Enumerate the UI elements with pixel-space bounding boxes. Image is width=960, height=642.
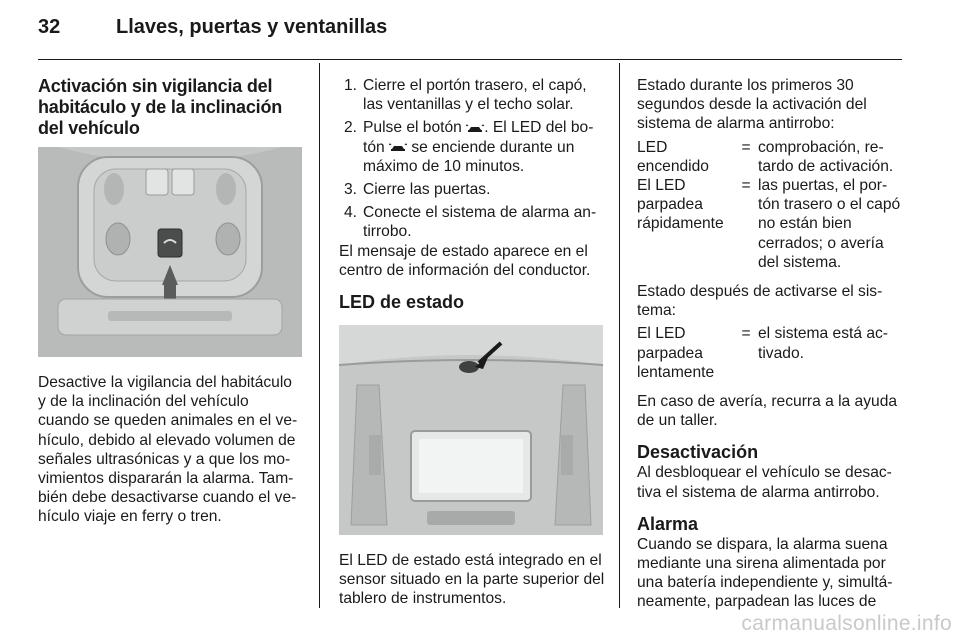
dashboard-illustration <box>339 325 603 535</box>
page-header <box>38 16 387 46</box>
status-equals: = <box>741 325 751 343</box>
step-text: Conecte el sistema de alarma an-tirrobo. <box>363 204 597 241</box>
status-table-first-30s <box>637 138 903 272</box>
step-text-a: Pulse el botón <box>363 119 462 137</box>
deactivation-heading: Desactivación <box>637 442 759 463</box>
alarm-heading: Alarma <box>637 513 699 534</box>
status-equals: = <box>741 138 751 156</box>
status-after-activation: Estado después de activarse el sis-tema: <box>637 283 883 320</box>
status-key: LED encendido <box>637 138 709 175</box>
status-key: El LED parpadea lentamente <box>637 325 715 381</box>
column-divider-2 <box>619 63 620 608</box>
page-number: 32 <box>38 16 61 38</box>
interior-monitoring-paragraph: Desactive la vigilancia del habitáculo y de la inclinación del vehículo cuando se queden animales en el ve-hículo, debido al elevado volumen de señales ultrasónicas y a que los mo-vimientos dispararán la alarma. Tam-bién debe desactivarse cuando el ve-hículo viaje en ferry o tren. <box>38 374 298 526</box>
step-number: 2. <box>343 119 357 137</box>
step-number: 3. <box>343 181 357 199</box>
fault-paragraph: En caso de avería, recurra a la ayuda de un taller. <box>637 393 898 430</box>
column-3 <box>637 76 903 612</box>
column-divider-1 <box>319 63 320 608</box>
step-text: Cierre el portón trasero, el capó, las ventanillas y el techo solar. <box>363 77 587 114</box>
section-heading-interior-monitoring: Activación sin vigilancia del habitáculo y de la inclinación del vehículo <box>38 76 283 138</box>
status-value: el sistema está ac-tivado. <box>758 325 888 362</box>
dashboard-drawing <box>339 325 603 535</box>
step-text-b: . El LED del bo-tón <box>363 119 594 156</box>
alarm-paragraph: Cuando se dispara, la alarma suena mediante una sirena alimentada por una batería independiente y, simultá-neamente, parpadean las luces de <box>637 535 893 611</box>
header-rule <box>38 59 902 60</box>
status-value: las puertas, el por-tón trasero o el capó no están bien cerrados; o avería del sistema. <box>758 177 901 271</box>
step-4 <box>339 203 605 241</box>
status-message-paragraph: El mensaje de estado aparece en el centro de información del conductor. <box>339 242 591 279</box>
step-1 <box>339 76 605 114</box>
running-title: Llaves, puertas y ventanillas <box>116 16 388 38</box>
step-text: Cierre las puertas. <box>363 181 491 199</box>
column-2 <box>339 76 605 609</box>
status-row <box>637 138 903 176</box>
column-1 <box>38 76 304 527</box>
status-row <box>637 324 903 382</box>
deactivation-paragraph: Al desbloquear el vehículo se desac-tiva el sistema de alarma antirrobo. <box>637 464 892 501</box>
step-text <box>363 118 605 176</box>
step-2 <box>339 118 605 176</box>
status-row <box>637 176 903 272</box>
step-number: 4. <box>343 204 357 222</box>
status-equals: = <box>741 177 751 195</box>
step-text-c: se enciende durante un máximo de 10 minutos. <box>363 138 575 175</box>
roof-console-drawing <box>38 147 302 357</box>
status-intro: Estado durante los primeros 30 segundos desde la activación del sistema de alarma antirrobo: <box>637 77 867 133</box>
led-caption: El LED de estado está integrado en el sensor situado en la parte superior del tablero de instrumentos. <box>339 552 605 608</box>
car-with-waves-icon <box>389 142 407 152</box>
site-watermark: carmanualsonline.info <box>741 612 952 635</box>
status-value: comprobación, re-tardo de activación. <box>758 138 894 175</box>
steps-list <box>339 76 605 242</box>
car-with-waves-icon <box>466 123 484 133</box>
step-3 <box>339 180 605 199</box>
roof-console-illustration <box>38 147 302 357</box>
led-heading: LED de estado <box>339 292 465 313</box>
status-table-after-activation <box>637 324 903 382</box>
step-number: 1. <box>343 77 357 94</box>
status-key: El LED parpadea rápidamente <box>637 177 724 233</box>
